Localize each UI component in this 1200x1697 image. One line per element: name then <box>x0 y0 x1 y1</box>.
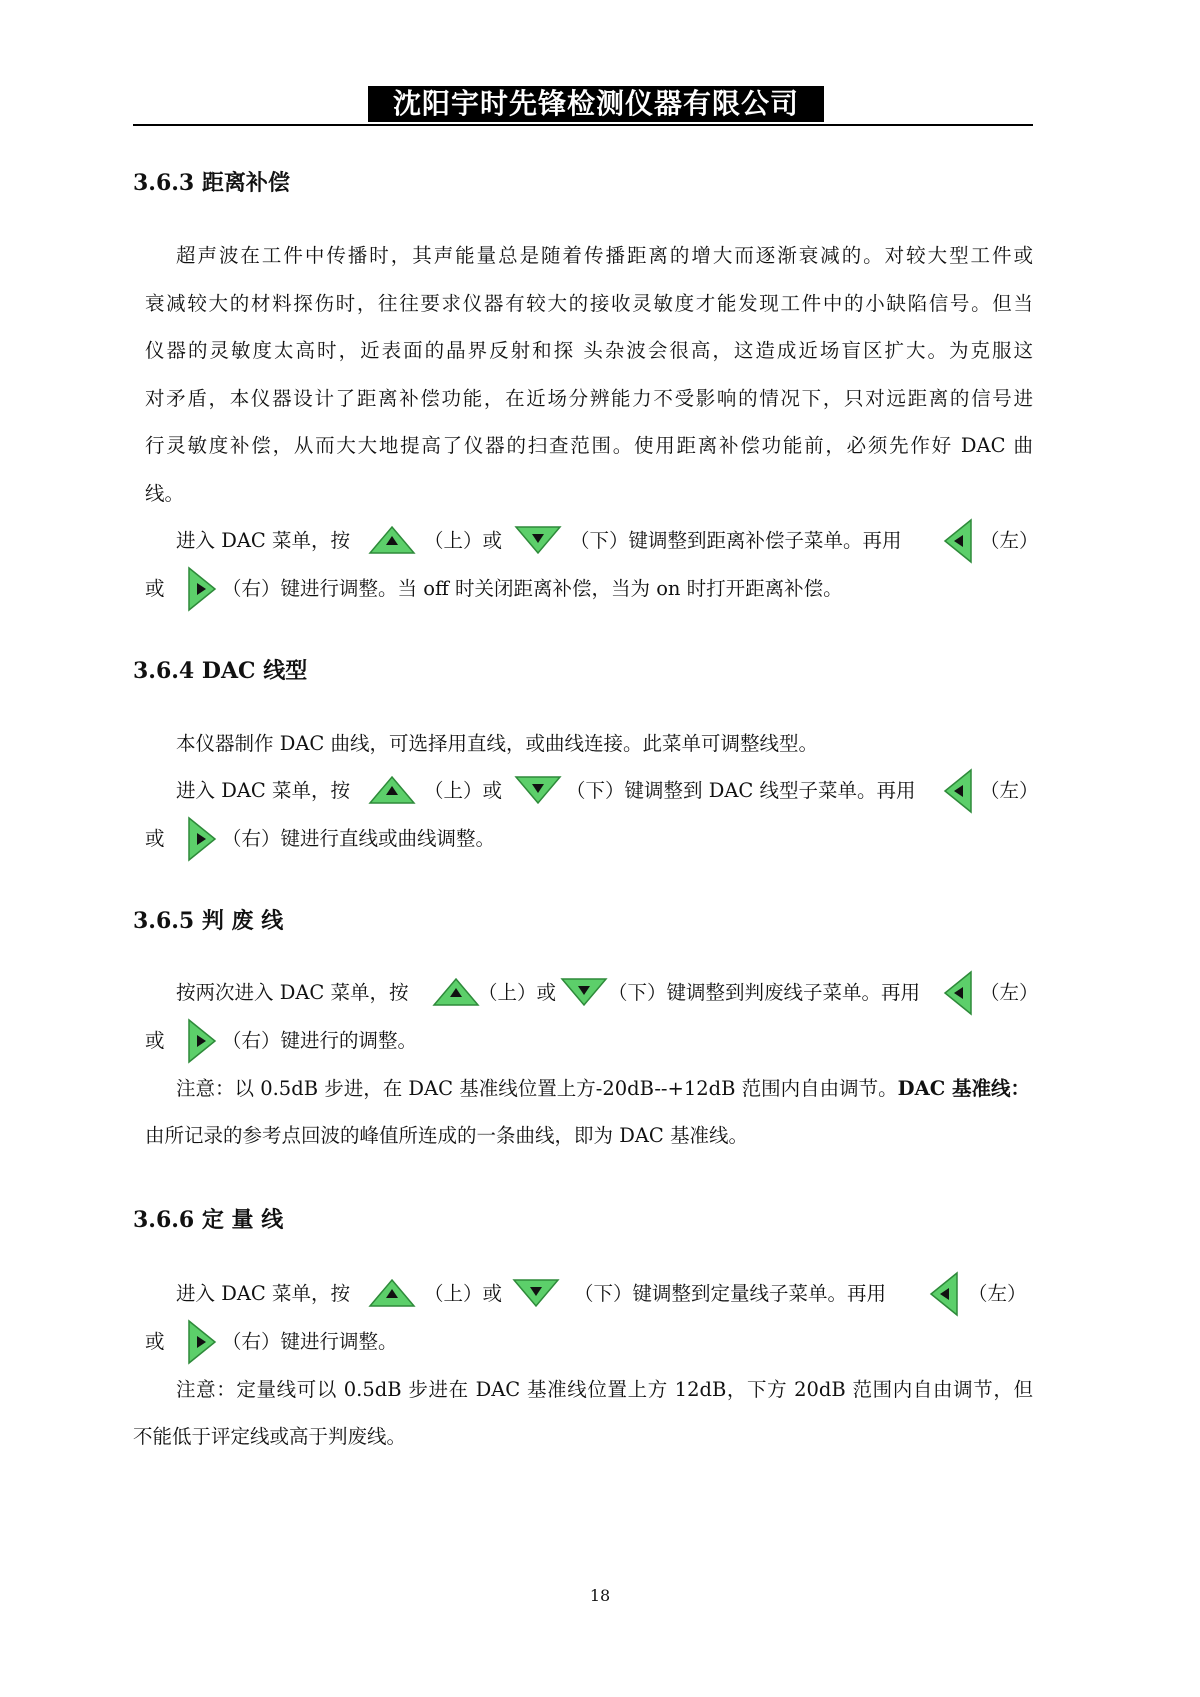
instruction-text: （左） <box>980 529 1039 552</box>
instruction-text: （左） <box>980 779 1039 802</box>
right-arrow-key-icon <box>186 1018 218 1064</box>
paragraph-line: 衰减较大的材料探伤时，往往要求仪器有较大的接收灵敏度才能发现工件中的小缺陷信号。但当 <box>145 292 1033 315</box>
up-arrow-key-icon <box>368 524 416 556</box>
left-arrow-key-icon <box>942 970 974 1016</box>
down-arrow-key-icon <box>514 774 562 806</box>
instruction-text: 进入 DAC 菜单，按 <box>176 1282 351 1305</box>
instruction-text: （右）键进行直线或曲线调整。 <box>222 827 496 850</box>
right-arrow-key-icon <box>186 566 218 612</box>
instruction-text: 按两次进入 DAC 菜单，按 <box>176 981 409 1004</box>
note-line: 由所记录的参考点回波的峰值所连成的一条曲线，即为 DAC 基准线。 <box>145 1124 749 1147</box>
section-heading-3-6-6: 3.6.6 定 量 线 <box>133 1207 284 1233</box>
paragraph-line: 超声波在工件中传播时，其声能量总是随着传播距离的增大而逐渐衰减的。对较大型工件或 <box>176 244 1033 267</box>
instruction-text: 或 <box>145 827 165 850</box>
instruction-text: （上）或 <box>424 529 503 552</box>
instruction-text: 进入 DAC 菜单，按 <box>176 779 351 802</box>
left-arrow-key-icon <box>942 518 974 564</box>
instruction-text: （上）或 <box>478 981 557 1004</box>
instruction-text: （下）键调整到距离补偿子菜单。再用 <box>570 529 902 552</box>
instruction-text: 或 <box>145 1029 165 1052</box>
instruction-text: （上）或 <box>424 1282 503 1305</box>
section-heading-3-6-3: 3.6.3 距离补偿 <box>133 170 290 196</box>
instruction-text: 或 <box>145 577 165 600</box>
up-arrow-key-icon <box>432 976 480 1008</box>
paragraph-line: 仪器的灵敏度太高时，近表面的晶界反射和探 头杂波会很高，这造成近场盲区扩大。为克服这 <box>145 339 1033 362</box>
instruction-text: 进入 DAC 菜单，按 <box>176 529 351 552</box>
section-heading-3-6-4: 3.6.4 DAC 线型 <box>133 658 308 684</box>
instruction-text: （右）键进行调整。当 off 时关闭距离补偿，当为 on 时打开距离补偿。 <box>222 577 843 600</box>
instruction-text: （右）键进行调整。 <box>222 1330 398 1353</box>
left-arrow-key-icon <box>942 768 974 814</box>
right-arrow-key-icon <box>186 816 218 862</box>
down-arrow-key-icon <box>512 1277 560 1309</box>
left-arrow-key-icon <box>928 1271 960 1317</box>
paragraph-line: 线。 <box>145 482 185 505</box>
page-number: 18 <box>589 1586 611 1605</box>
instruction-text: 或 <box>145 1330 165 1353</box>
company-header: 沈阳宇时先锋检测仪器有限公司 <box>368 86 824 122</box>
paragraph-line: 行灵敏度补偿，从而大大地提高了仪器的扫查范围。使用距离补偿功能前，必须先作好 DAC 曲 <box>145 434 1033 457</box>
instruction-text: （下）键调整到定量线子菜单。再用 <box>574 1282 887 1305</box>
instruction-text: （右）键进行的调整。 <box>222 1029 418 1052</box>
up-arrow-key-icon <box>368 1277 416 1309</box>
up-arrow-key-icon <box>368 774 416 806</box>
instruction-text: （下）键调整到 DAC 线型子菜单。再用 <box>566 779 916 802</box>
instruction-text: （左） <box>980 981 1039 1004</box>
instruction-text: （下）键调整到判废线子菜单。再用 <box>608 981 921 1004</box>
note-line: 不能低于评定线或高于判废线。 <box>133 1425 407 1448</box>
header-divider <box>133 124 1033 126</box>
right-arrow-key-icon <box>186 1319 218 1365</box>
note-term: DAC 基准线： <box>897 1077 1031 1100</box>
down-arrow-key-icon <box>560 976 608 1008</box>
instruction-text: （左） <box>968 1282 1027 1305</box>
paragraph-line: 对矛盾，本仪器设计了距离补偿功能，在近场分辨能力不受影响的情况下，只对远距离的信号进 <box>145 387 1033 410</box>
paragraph-line: 本仪器制作 DAC 曲线，可选择用直线，或曲线连接。此菜单可调整线型。 <box>176 732 819 755</box>
instruction-text: （上）或 <box>424 779 503 802</box>
section-heading-3-6-5: 3.6.5 判 废 线 <box>133 908 284 934</box>
note-text: 注意：以 0.5dB 步进，在 DAC 基准线位置上方-20dB--+12dB 范围内自由调节。 <box>176 1077 898 1100</box>
note-line: 注意：定量线可以 0.5dB 步进在 DAC 基准线位置上方 12dB，下方 20dB 范围内自由调节，但 <box>176 1378 1033 1401</box>
down-arrow-key-icon <box>514 524 562 556</box>
note-line <box>176 1075 1030 1103</box>
